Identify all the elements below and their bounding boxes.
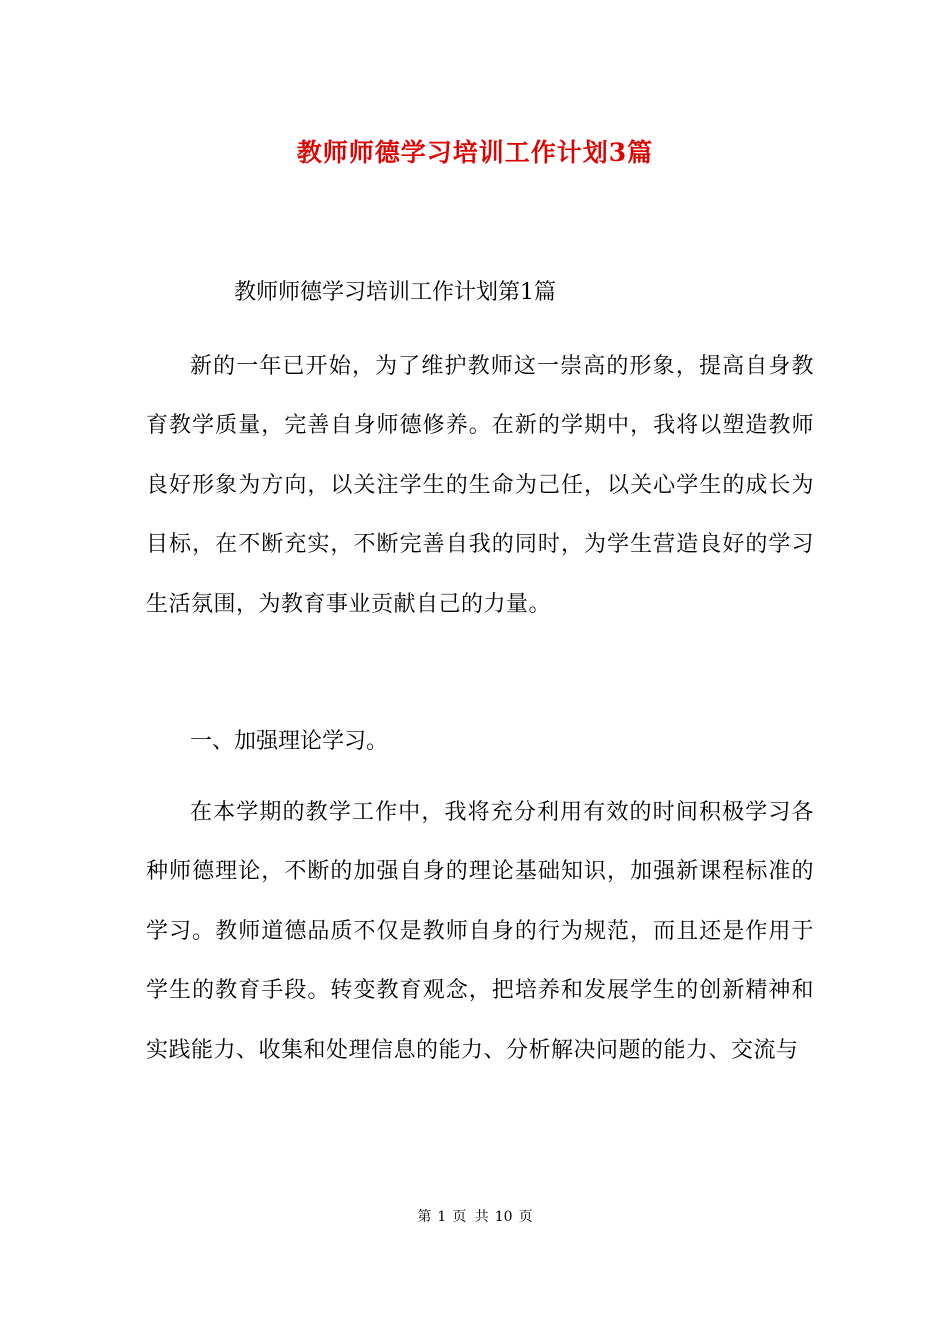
footer-current-page: 1 — [437, 1209, 447, 1225]
paragraph-theory: 在本学期的教学工作中，我将充分利用有效的时间积极学习各种师德理论，不断的加强自身的理论基础知识，加强新课程标准的学习。教师道德品质不仅是教师自身的行为规范，而且还是作用于学生的教育手段。转变教育观念，把培养和发展学生的创新精神和实践能力、收集和处理信息的能力、分析解决问题的能力、交流与 — [146, 800, 814, 1063]
footer-prefix: 第 — [417, 1209, 432, 1225]
footer-total-pages: 10 — [494, 1209, 513, 1225]
document-title: 教师师德学习培训工作计划3篇 — [296, 138, 654, 167]
page-footer — [0, 1207, 950, 1227]
paragraph-intro: 新的一年已开始，为了维护教师这一崇高的形象，提高自身教育教学质量，完善自身师德修养。在新的学期中，我将以塑造教师良好形象为方向，以关注学生的生命为己任，以关心学生的成长为目标，在不断充实，不断完善自我的同时，为学生营造良好的学习生活氛围，为教育事业贡献自己的力量。 — [146, 354, 814, 617]
section-heading-theory: 一、加强理论学习。 — [190, 729, 389, 754]
footer-mid: 页 共 — [452, 1209, 489, 1225]
document-subtitle: 教师师德学习培训工作计划第1篇 — [234, 280, 556, 305]
footer-suffix: 页 — [518, 1209, 533, 1225]
